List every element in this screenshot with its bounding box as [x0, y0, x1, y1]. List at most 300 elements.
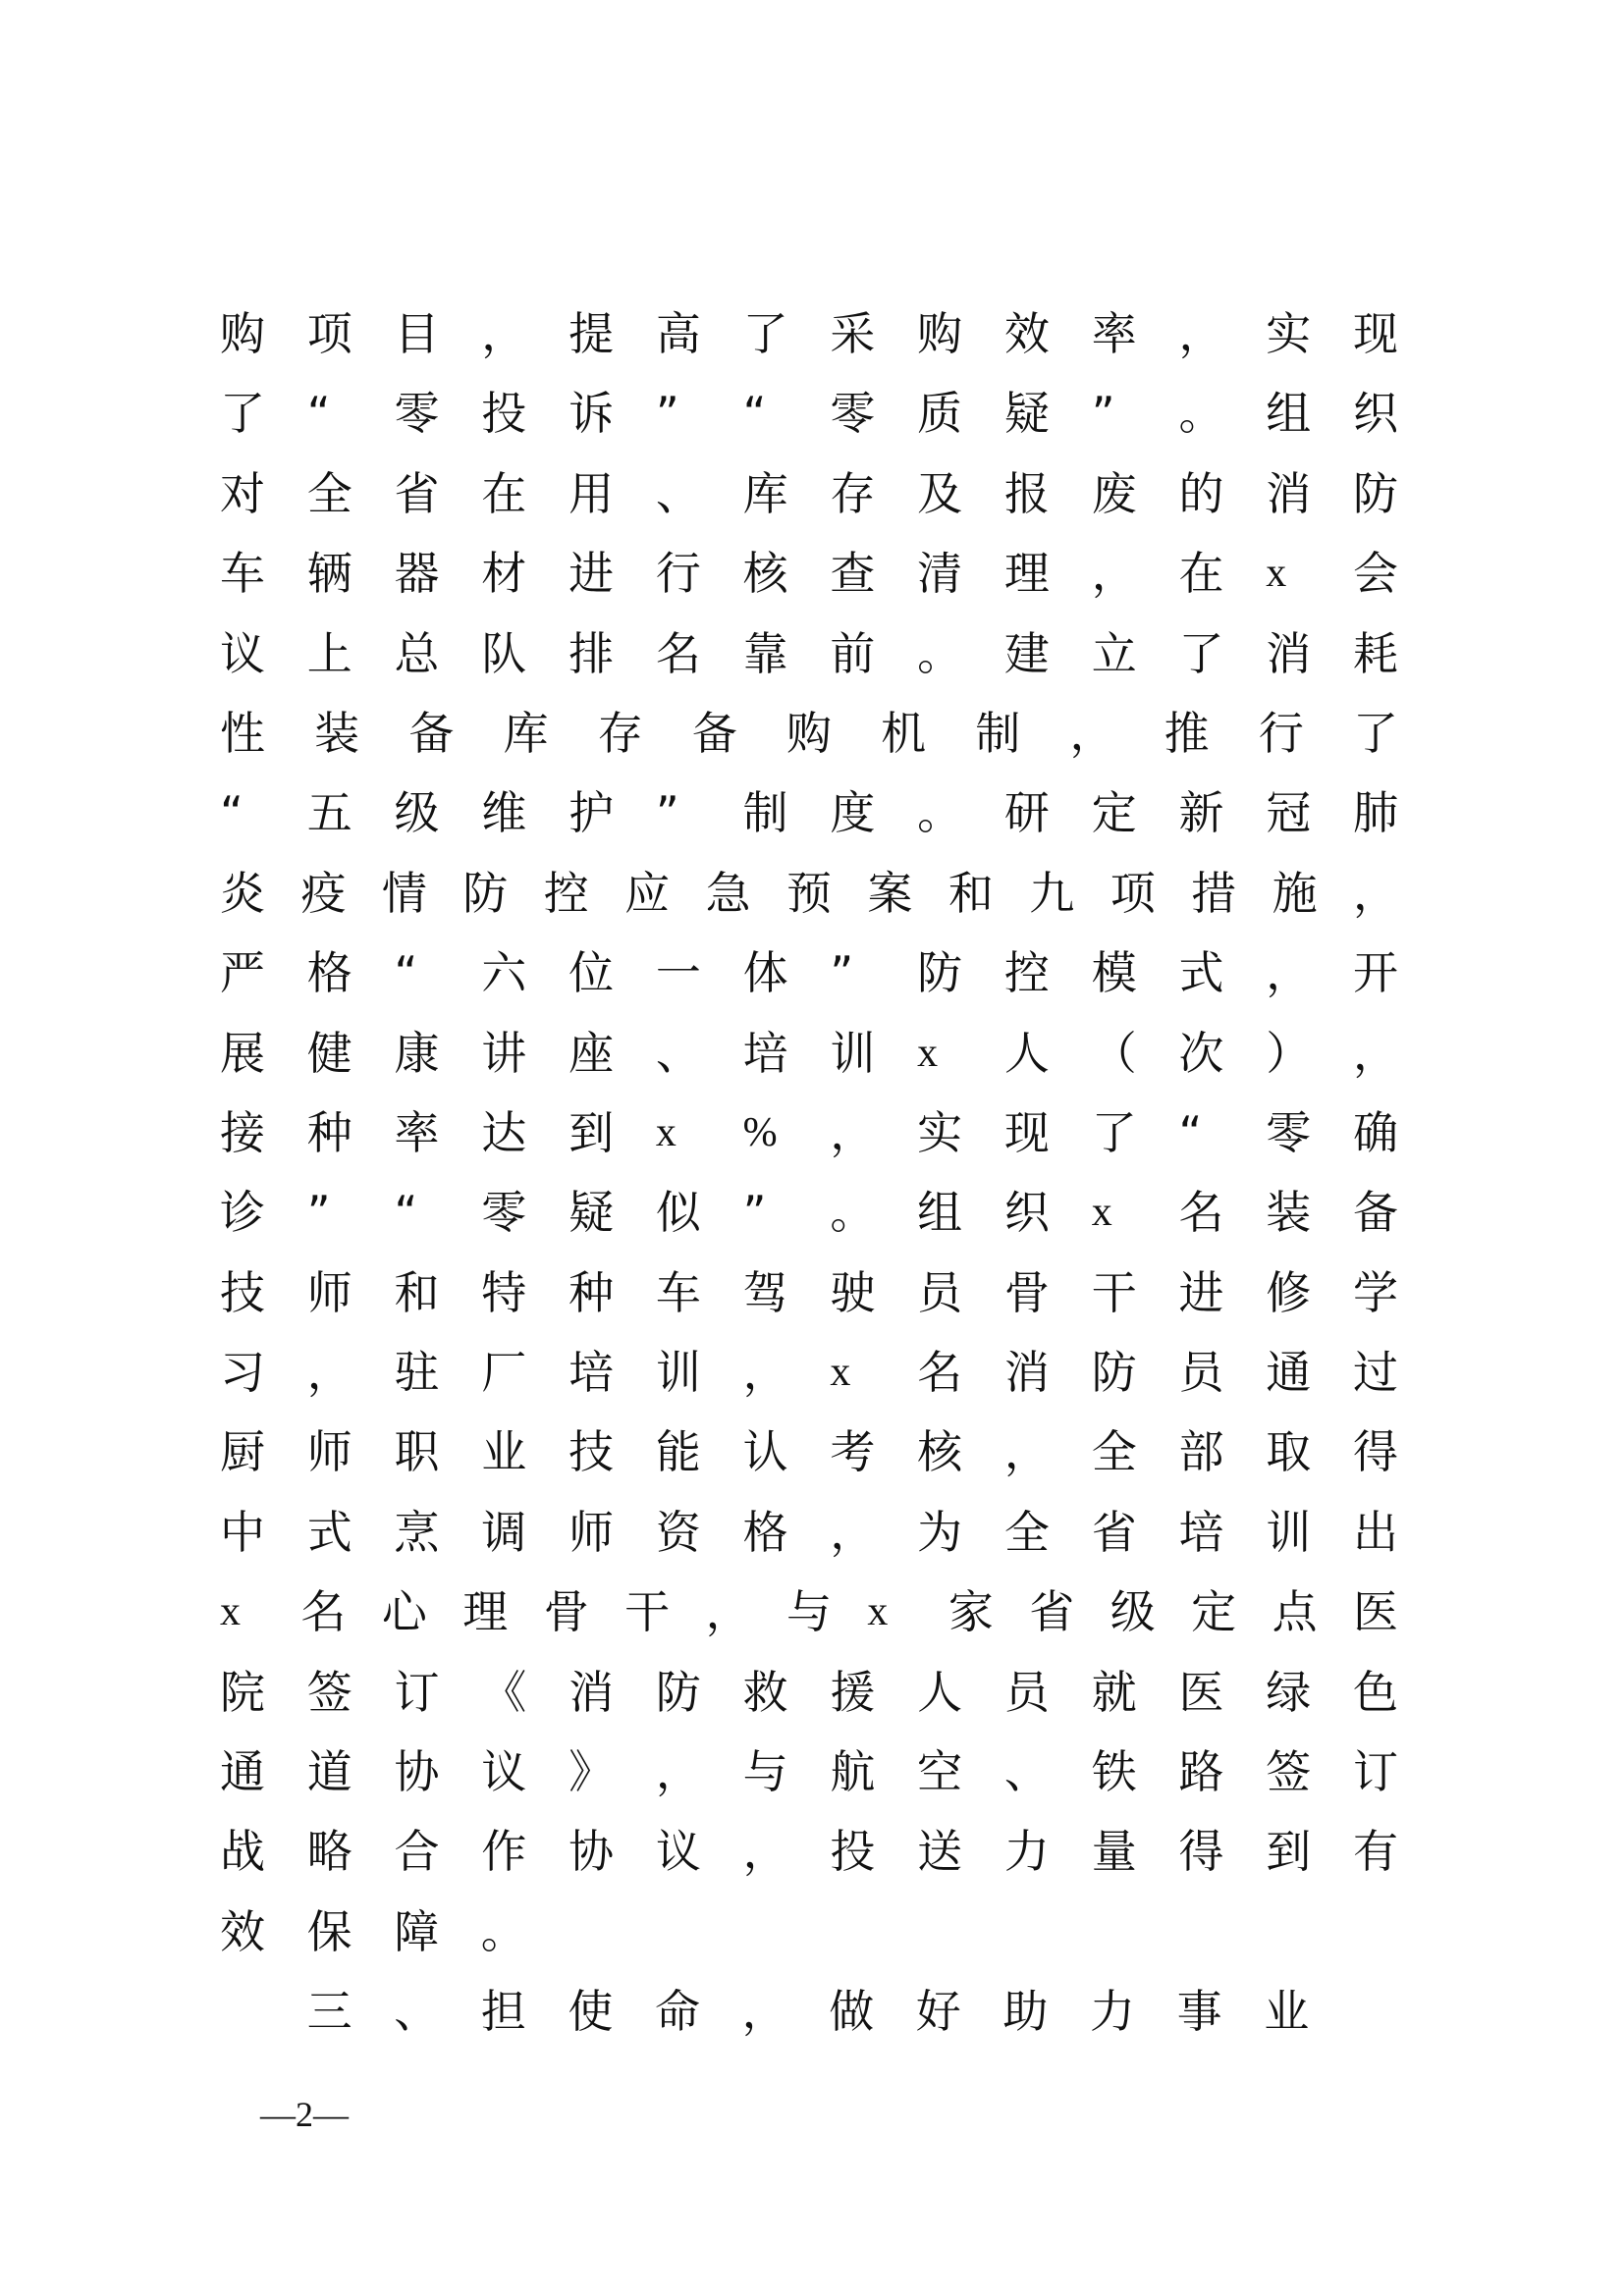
text-line	[220, 1014, 1398, 1094]
text-char: 进	[568, 547, 615, 601]
text-char: 训	[830, 1026, 876, 1080]
text-char: 担	[480, 1985, 526, 2039]
text-char: 。	[830, 1186, 876, 1240]
text-char: 人	[1003, 1026, 1050, 1080]
text-char: “	[394, 946, 418, 1000]
text-char: 议	[220, 626, 265, 680]
text-line	[220, 614, 1398, 694]
text-char: 名	[655, 626, 701, 680]
text-char: 航	[830, 1745, 876, 1799]
text-char: 消	[1266, 466, 1312, 520]
text-char: 培	[568, 1346, 615, 1400]
text-char: 签	[1266, 1745, 1312, 1799]
text-char: 消	[568, 1665, 615, 1719]
text-char: 医	[1353, 1585, 1398, 1639]
text-char: 签	[306, 1665, 352, 1719]
text-char: 及	[917, 466, 963, 520]
text-char: 预	[786, 866, 832, 920]
text-char: 核	[742, 547, 788, 601]
text-char: 省	[1091, 1505, 1137, 1559]
text-char: 位	[568, 946, 615, 1000]
text-char: 控	[543, 866, 589, 920]
text-char: 辆	[306, 547, 352, 601]
text-char: ，	[741, 1985, 787, 2039]
text-char: 诊	[220, 1186, 265, 1240]
text-char: 在	[481, 466, 527, 520]
text-line	[220, 534, 1398, 614]
text-char: 全	[1091, 1425, 1137, 1479]
text-char: 严	[220, 946, 265, 1000]
text-char: 师	[306, 1425, 352, 1479]
text-char: 事	[1176, 1985, 1222, 2039]
text-char: 送	[917, 1825, 963, 1879]
text-char: x	[655, 1109, 677, 1155]
text-line	[220, 854, 1398, 934]
text-char: ，	[830, 1505, 876, 1559]
text-char: 到	[568, 1105, 615, 1159]
text-char: 器	[394, 547, 440, 601]
text-char: 诉	[568, 387, 615, 441]
text-char: 驶	[830, 1265, 876, 1319]
text-char: 通	[1266, 1346, 1312, 1400]
text-char: 全	[306, 466, 352, 520]
text-char: 消	[1266, 626, 1312, 680]
text-char: 康	[394, 1026, 440, 1080]
text-char: 助	[1002, 1985, 1049, 2039]
text-char: 业	[1264, 1985, 1310, 2039]
text-char: 修	[1266, 1265, 1312, 1319]
text-char: 家	[947, 1585, 994, 1639]
text-char: 材	[481, 547, 527, 601]
text-char: “	[220, 786, 244, 840]
text-char: 购	[786, 706, 832, 760]
text-char: 名	[1178, 1186, 1224, 1240]
text-char: 考	[830, 1425, 876, 1479]
text-char: 通	[220, 1745, 265, 1799]
text-char: 推	[1164, 706, 1210, 760]
text-line	[220, 1653, 1398, 1733]
text-char: 。	[480, 1904, 526, 1958]
text-char: ，	[1069, 706, 1115, 760]
text-char: 道	[306, 1745, 352, 1799]
text-char: 和	[947, 866, 994, 920]
text-char: 装	[1266, 1186, 1312, 1240]
text-char: 制	[742, 786, 788, 840]
text-char: 省	[394, 466, 440, 520]
text-char: 报	[1003, 466, 1050, 520]
text-char: 式	[306, 1505, 352, 1559]
text-char: 得	[1353, 1425, 1398, 1479]
text-char: ，	[481, 307, 527, 360]
text-char: ，	[655, 1745, 701, 1799]
text-char: “	[306, 387, 331, 441]
text-char: 点	[1272, 1585, 1318, 1639]
text-char: 与	[742, 1745, 788, 1799]
text-char: 车	[655, 1265, 701, 1319]
text-char: 干	[1091, 1265, 1137, 1319]
text-char: 厨	[220, 1425, 265, 1479]
text-char: 情	[381, 866, 427, 920]
text-char: 骨	[543, 1585, 589, 1639]
text-char: 资	[655, 1505, 701, 1559]
text-char: 格	[742, 1505, 788, 1559]
text-char: 车	[220, 547, 265, 601]
text-char: ”	[306, 1186, 331, 1240]
text-char: 组	[1266, 387, 1312, 441]
text-char: 习	[220, 1346, 265, 1400]
text-char: 。	[917, 786, 963, 840]
text-char: 技	[220, 1265, 265, 1319]
text-char: 职	[394, 1425, 440, 1479]
text-char: 在	[1178, 547, 1224, 601]
text-char: 模	[1091, 946, 1137, 1000]
text-char: 耗	[1353, 626, 1398, 680]
text-char: 《	[481, 1665, 527, 1719]
text-char: 的	[1178, 466, 1224, 520]
text-char: “	[1178, 1105, 1203, 1159]
text-char: 质	[917, 387, 963, 441]
text-char: 、	[655, 1026, 701, 1080]
text-char: 座	[568, 1026, 615, 1080]
text-char: 、	[1003, 1745, 1050, 1799]
text-char: 协	[568, 1825, 615, 1879]
text-line	[220, 1493, 1398, 1573]
text-char: ”	[655, 387, 679, 441]
text-char: 防	[1353, 466, 1398, 520]
text-char: 消	[1003, 1346, 1050, 1400]
text-char: 驻	[394, 1346, 440, 1400]
text-char: 和	[394, 1265, 440, 1319]
text-char: ）	[1266, 1026, 1312, 1080]
text-char: 能	[655, 1425, 701, 1479]
text-char: 骨	[1003, 1265, 1050, 1319]
text-char: 救	[742, 1665, 788, 1719]
text-char: 人	[917, 1665, 963, 1719]
text-char: 训	[1266, 1505, 1312, 1559]
text-char: 了	[1091, 1105, 1137, 1159]
text-char: 库	[742, 466, 788, 520]
text-char: 肺	[1353, 786, 1398, 840]
text-char: 烹	[394, 1505, 440, 1559]
text-char: 空	[917, 1745, 963, 1799]
text-char: 员	[1003, 1665, 1050, 1719]
text-char: 种	[306, 1105, 352, 1159]
text-char: x	[1091, 1190, 1112, 1236]
text-char: 出	[1353, 1505, 1398, 1559]
text-char: 上	[306, 626, 352, 680]
text-char: 效	[220, 1904, 265, 1958]
text-char: 用	[568, 466, 615, 520]
text-char: 讲	[481, 1026, 527, 1080]
text-char: 新	[1178, 786, 1224, 840]
text-line	[220, 694, 1398, 774]
text-char: 理	[1003, 547, 1050, 601]
text-char: 使	[568, 1985, 614, 2039]
text-char: 略	[306, 1825, 352, 1879]
text-char: 高	[655, 307, 701, 360]
text-char: 到	[1266, 1825, 1312, 1879]
text-char: 库	[503, 706, 549, 760]
text-char: 防	[655, 1665, 701, 1719]
text-char: 购	[917, 307, 963, 360]
text-char: 目	[394, 307, 440, 360]
text-char: 作	[481, 1825, 527, 1879]
text-line	[220, 1413, 1398, 1492]
text-char: 排	[568, 626, 615, 680]
text-char: 技	[568, 1425, 615, 1479]
text-char: 投	[830, 1825, 876, 1879]
text-char: 投	[481, 387, 527, 441]
text-char: x	[830, 1350, 851, 1396]
text-char: 学	[1353, 1265, 1398, 1319]
text-char: 性	[220, 706, 265, 760]
text-char: ，	[1266, 946, 1312, 1000]
text-char: ，	[1353, 866, 1398, 920]
text-line	[220, 454, 1398, 534]
text-char: ”	[830, 946, 854, 1000]
text-char: 提	[568, 307, 615, 360]
text-char: 保	[306, 1904, 352, 1958]
text-char: 认	[742, 1425, 788, 1479]
text-char: 订	[394, 1665, 440, 1719]
text-char: 员	[917, 1265, 963, 1319]
text-char: ，	[830, 1105, 876, 1159]
text-char: ，	[705, 1585, 751, 1639]
text-line	[220, 1573, 1398, 1652]
text-char: 员	[1178, 1346, 1224, 1400]
text-char: 理	[462, 1585, 509, 1639]
text-char: 议	[655, 1825, 701, 1879]
text-char: 零	[830, 387, 876, 441]
text-line	[220, 1893, 1398, 1972]
text-line	[220, 774, 1398, 853]
text-char: 机	[881, 706, 927, 760]
text-char: 防	[462, 866, 509, 920]
text-char: 组	[917, 1186, 963, 1240]
text-char: 研	[1003, 786, 1050, 840]
text-line	[220, 1333, 1398, 1413]
text-char: 防	[1091, 1346, 1137, 1400]
text-char: 式	[1178, 946, 1224, 1000]
text-char: 师	[306, 1265, 352, 1319]
text-char: ，	[1091, 547, 1137, 601]
text-char: 会	[1353, 547, 1398, 601]
text-char: 业	[481, 1425, 527, 1479]
text-char: 健	[306, 1026, 352, 1080]
body-text	[220, 294, 1398, 2053]
text-char: 织	[1353, 387, 1398, 441]
text-char: 备	[1353, 1186, 1398, 1240]
text-char: 好	[915, 1985, 961, 2039]
text-char: ，	[742, 1346, 788, 1400]
text-char: 应	[624, 866, 671, 920]
text-char: 力	[1090, 1985, 1135, 2039]
text-char: 施	[1272, 866, 1318, 920]
text-char: 零	[1266, 1105, 1312, 1159]
text-char: ，	[306, 1346, 352, 1400]
text-char: 路	[1178, 1745, 1224, 1799]
text-char: %	[742, 1109, 778, 1155]
text-char: 似	[655, 1186, 701, 1240]
text-char: x	[867, 1589, 889, 1635]
text-char: 、	[655, 466, 701, 520]
text-char: 了	[1178, 626, 1224, 680]
text-char: 有	[1353, 1825, 1398, 1879]
text-char: 控	[1003, 946, 1050, 1000]
text-char: 次	[1178, 1026, 1224, 1080]
text-char: 确	[1353, 1105, 1398, 1159]
text-char: 清	[917, 547, 963, 601]
text-char: 接	[220, 1105, 265, 1159]
text-char: 》	[568, 1745, 615, 1799]
text-char: 总	[394, 626, 440, 680]
text-char: 援	[830, 1665, 876, 1719]
text-char: ，	[1178, 307, 1224, 360]
text-char: 效	[1003, 307, 1050, 360]
text-char: 心	[381, 1585, 427, 1639]
text-char: 队	[481, 626, 527, 680]
text-char: 为	[917, 1505, 963, 1559]
text-char: 护	[568, 786, 615, 840]
text-char: 议	[481, 1745, 527, 1799]
text-char: 织	[1003, 1186, 1050, 1240]
text-char: 五	[306, 786, 352, 840]
text-char: 级	[1110, 1585, 1156, 1639]
text-char: x	[1266, 551, 1287, 597]
text-line	[220, 1173, 1398, 1253]
text-char: 核	[917, 1425, 963, 1479]
text-char: 厂	[481, 1346, 527, 1400]
text-char: “	[742, 387, 767, 441]
text-char: 九	[1029, 866, 1075, 920]
text-char: 训	[655, 1346, 701, 1400]
text-char: ”	[1091, 387, 1115, 441]
text-char: 装	[314, 706, 360, 760]
text-char: 靠	[742, 626, 788, 680]
text-char: 存	[597, 706, 643, 760]
text-char: 师	[568, 1505, 615, 1559]
text-char: 色	[1353, 1665, 1398, 1719]
text-char: 前	[830, 626, 876, 680]
text-char: 部	[1178, 1425, 1224, 1479]
text-char: 现	[1003, 1105, 1050, 1159]
text-char: 制	[975, 706, 1021, 760]
text-char: 项	[1110, 866, 1156, 920]
text-char: ”	[655, 786, 679, 840]
text-char: 订	[1353, 1745, 1398, 1799]
text-char: 量	[1091, 1825, 1137, 1879]
text-char: 率	[394, 1105, 440, 1159]
text-line	[220, 1733, 1398, 1812]
text-line	[220, 294, 1398, 374]
text-char: 定	[1191, 1585, 1237, 1639]
text-char: 得	[1178, 1825, 1224, 1879]
text-char: 急	[705, 866, 751, 920]
text-char: 障	[394, 1904, 440, 1958]
text-char: ”	[742, 1186, 767, 1240]
text-char: 存	[830, 466, 876, 520]
text-char: 力	[1003, 1825, 1050, 1879]
text-char: 备	[408, 706, 455, 760]
text-char: 展	[220, 1026, 265, 1080]
text-char: 零	[394, 387, 440, 441]
text-char: 就	[1091, 1665, 1137, 1719]
text-char: 项	[306, 307, 352, 360]
text-char: 铁	[1091, 1745, 1137, 1799]
text-char: 查	[830, 547, 876, 601]
text-char: 体	[742, 946, 788, 1000]
text-char: 绿	[1266, 1665, 1312, 1719]
text-char: 疑	[568, 1186, 615, 1240]
text-char: 战	[220, 1825, 265, 1879]
text-char: 院	[220, 1665, 265, 1719]
text-char: ，	[1353, 1026, 1398, 1080]
text-char: 炎	[220, 866, 265, 920]
text-char: 一	[655, 946, 701, 1000]
text-char: 省	[1029, 1585, 1075, 1639]
text-char: 实	[1266, 307, 1312, 360]
text-char: 过	[1353, 1346, 1398, 1400]
text-char: 现	[1353, 307, 1398, 360]
text-char: 、	[394, 1985, 440, 2039]
text-char: 了	[742, 307, 788, 360]
text-char: 合	[394, 1825, 440, 1879]
text-char: 行	[1258, 706, 1304, 760]
text-char: 冠	[1266, 786, 1312, 840]
text-char: （	[1091, 1026, 1137, 1080]
text-char: 三	[306, 1985, 352, 2039]
text-char: 维	[481, 786, 527, 840]
text-char: 驾	[742, 1265, 788, 1319]
text-line	[220, 1254, 1398, 1333]
text-char: 。	[1178, 387, 1224, 441]
text-char: 中	[220, 1505, 265, 1559]
text-line	[220, 1094, 1398, 1173]
text-line	[220, 374, 1398, 454]
text-char: 率	[1091, 307, 1137, 360]
text-char: 格	[306, 946, 352, 1000]
text-char: 命	[655, 1985, 700, 2039]
text-char: 全	[1003, 1505, 1050, 1559]
text-char: 疑	[1003, 387, 1050, 441]
text-char: 了	[220, 387, 265, 441]
text-char: 开	[1353, 946, 1398, 1000]
text-char: x	[220, 1589, 241, 1635]
text-char: 实	[917, 1105, 963, 1159]
text-line	[220, 1812, 1398, 1892]
text-char: 防	[917, 946, 963, 1000]
text-char: 级	[394, 786, 440, 840]
text-char: 医	[1178, 1665, 1224, 1719]
text-char: 特	[481, 1265, 527, 1319]
text-char: 做	[829, 1985, 875, 2039]
text-char: 。	[917, 626, 963, 680]
text-char: 疫	[300, 866, 347, 920]
text-char: 调	[481, 1505, 527, 1559]
text-char: 干	[624, 1585, 671, 1639]
text-char: 达	[481, 1105, 527, 1159]
text-char: “	[394, 1186, 418, 1240]
text-line	[220, 934, 1398, 1013]
text-char: 定	[1091, 786, 1137, 840]
text-char: 进	[1178, 1265, 1224, 1319]
text-char: 六	[481, 946, 527, 1000]
text-char: 建	[1003, 626, 1050, 680]
text-char: 案	[867, 866, 913, 920]
text-char: 采	[830, 307, 876, 360]
page-number: —2—	[260, 2095, 349, 2134]
text-char: 度	[830, 786, 876, 840]
